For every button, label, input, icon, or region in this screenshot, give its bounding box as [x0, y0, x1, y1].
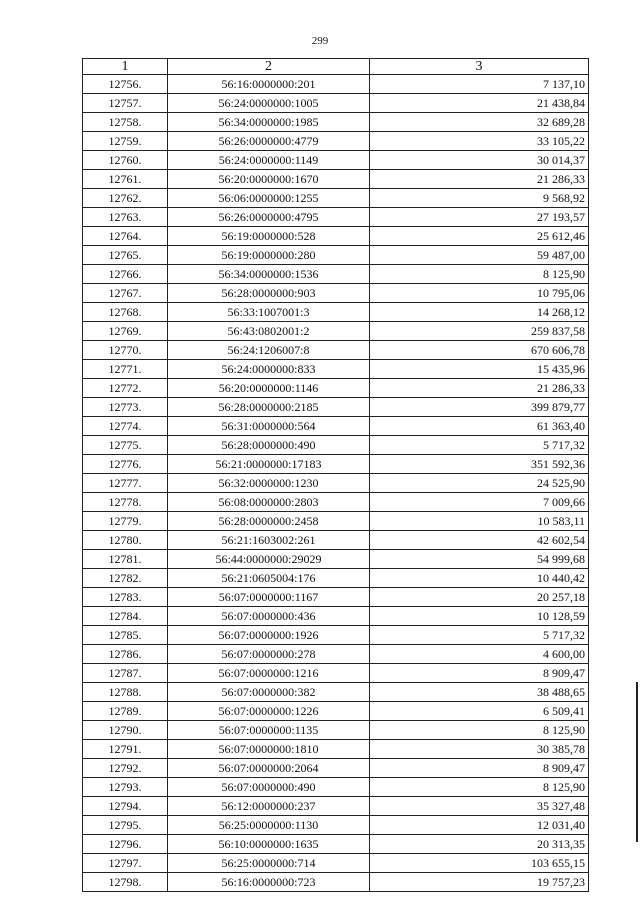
- value-cell: 33 105,22: [370, 132, 589, 151]
- column-header-cadastral-number: 2: [168, 59, 370, 75]
- cadastral-number-cell: 56:08:0000000:2803: [168, 493, 370, 512]
- value-cell: 42 602,54: [370, 531, 589, 550]
- value-cell: 670 606,78: [370, 341, 589, 360]
- table-row: [83, 303, 589, 322]
- cadastral-number-cell: 56:43:0802001:2: [168, 322, 370, 341]
- table-row: [83, 208, 589, 227]
- cadastral-number-cell: 56:28:0000000:2185: [168, 398, 370, 417]
- table-row: [83, 512, 589, 531]
- table-row: [83, 94, 589, 113]
- table-row: [83, 360, 589, 379]
- value-cell: 21 438,84: [370, 94, 589, 113]
- row-number-cell: 12771.: [83, 360, 168, 379]
- value-cell: 7 009,66: [370, 493, 589, 512]
- row-number-cell: 12773.: [83, 398, 168, 417]
- cadastral-number-cell: 56:32:0000000:1230: [168, 474, 370, 493]
- cadastral-number-cell: 56:16:0000000:201: [168, 75, 370, 94]
- value-cell: 27 193,57: [370, 208, 589, 227]
- table-row: [83, 170, 589, 189]
- row-number-cell: 12762.: [83, 189, 168, 208]
- value-cell: 4 600,00: [370, 645, 589, 664]
- cadastral-number-cell: 56:19:0000000:280: [168, 246, 370, 265]
- cadastral-number-cell: 56:10:0000000:1635: [168, 835, 370, 854]
- row-number-cell: 12792.: [83, 759, 168, 778]
- table-row: [83, 645, 589, 664]
- cadastral-number-cell: 56:26:0000000:4795: [168, 208, 370, 227]
- row-number-cell: 12778.: [83, 493, 168, 512]
- row-number-cell: 12781.: [83, 550, 168, 569]
- value-cell: 5 717,32: [370, 626, 589, 645]
- row-number-cell: 12783.: [83, 588, 168, 607]
- row-number-cell: 12782.: [83, 569, 168, 588]
- registry-table: [82, 58, 589, 892]
- row-number-cell: 12768.: [83, 303, 168, 322]
- table-row: [83, 588, 589, 607]
- value-cell: 24 525,90: [370, 474, 589, 493]
- value-cell: 19 757,23: [370, 873, 589, 892]
- row-number-cell: 12763.: [83, 208, 168, 227]
- value-cell: 399 879,77: [370, 398, 589, 417]
- table-row: [83, 550, 589, 569]
- row-number-cell: 12769.: [83, 322, 168, 341]
- value-cell: 15 435,96: [370, 360, 589, 379]
- table-row: [83, 151, 589, 170]
- table-row: [83, 322, 589, 341]
- row-number-cell: 12784.: [83, 607, 168, 626]
- cadastral-number-cell: 56:20:0000000:1146: [168, 379, 370, 398]
- row-number-cell: 12758.: [83, 113, 168, 132]
- column-header-value: 3: [370, 59, 589, 75]
- cadastral-number-cell: 56:07:0000000:1926: [168, 626, 370, 645]
- value-cell: 21 286,33: [370, 170, 589, 189]
- value-cell: 21 286,33: [370, 379, 589, 398]
- scan-edge-mark: [636, 682, 638, 842]
- table-row: [83, 75, 589, 94]
- table-row: [83, 227, 589, 246]
- cadastral-number-cell: 56:34:0000000:1536: [168, 265, 370, 284]
- table-row: [83, 113, 589, 132]
- table-row: [83, 398, 589, 417]
- header-row: [83, 59, 589, 75]
- cadastral-number-cell: 56:07:0000000:1167: [168, 588, 370, 607]
- table-row: [83, 816, 589, 835]
- cadastral-number-cell: 56:24:0000000:1149: [168, 151, 370, 170]
- cadastral-number-cell: 56:25:0000000:1130: [168, 816, 370, 835]
- table-row: [83, 759, 589, 778]
- table-row: [83, 417, 589, 436]
- value-cell: 8 125,90: [370, 778, 589, 797]
- cadastral-number-cell: 56:25:0000000:714: [168, 854, 370, 873]
- table-row: [83, 797, 589, 816]
- row-number-cell: 12765.: [83, 246, 168, 265]
- value-cell: 8 125,90: [370, 721, 589, 740]
- page-number: 299: [311, 35, 329, 47]
- value-cell: 20 313,35: [370, 835, 589, 854]
- row-number-cell: 12770.: [83, 341, 168, 360]
- cadastral-number-cell: 56:33:1007001:3: [168, 303, 370, 322]
- value-cell: 103 655,15: [370, 854, 589, 873]
- value-cell: 259 837,58: [370, 322, 589, 341]
- table-row: [83, 284, 589, 303]
- row-number-cell: 12777.: [83, 474, 168, 493]
- table-row: [83, 778, 589, 797]
- value-cell: 59 487,00: [370, 246, 589, 265]
- value-cell: 30 014,37: [370, 151, 589, 170]
- cadastral-number-cell: 56:19:0000000:528: [168, 227, 370, 246]
- cadastral-number-cell: 56:28:0000000:903: [168, 284, 370, 303]
- cadastral-number-cell: 56:16:0000000:723: [168, 873, 370, 892]
- row-number-cell: 12786.: [83, 645, 168, 664]
- cadastral-number-cell: 56:26:0000000:4779: [168, 132, 370, 151]
- row-number-cell: 12791.: [83, 740, 168, 759]
- value-cell: 12 031,40: [370, 816, 589, 835]
- value-cell: 9 568,92: [370, 189, 589, 208]
- value-cell: 14 268,12: [370, 303, 589, 322]
- table-row: [83, 702, 589, 721]
- cadastral-number-cell: 56:07:0000000:2064: [168, 759, 370, 778]
- row-number-cell: 12787.: [83, 664, 168, 683]
- table-body: [83, 75, 589, 892]
- value-cell: 7 137,10: [370, 75, 589, 94]
- value-cell: 38 488,65: [370, 683, 589, 702]
- table-row: [83, 607, 589, 626]
- cadastral-number-cell: 56:24:0000000:1005: [168, 94, 370, 113]
- cadastral-number-cell: 56:28:0000000:490: [168, 436, 370, 455]
- row-number-cell: 12793.: [83, 778, 168, 797]
- row-number-cell: 12756.: [83, 75, 168, 94]
- table-row: [83, 132, 589, 151]
- value-cell: 54 999,68: [370, 550, 589, 569]
- cadastral-number-cell: 56:24:1206007:8: [168, 341, 370, 360]
- table-row: [83, 873, 589, 892]
- table-row: [83, 189, 589, 208]
- cadastral-number-cell: 56:21:0000000:17183: [168, 455, 370, 474]
- cadastral-number-cell: 56:20:0000000:1670: [168, 170, 370, 189]
- row-number-cell: 12779.: [83, 512, 168, 531]
- value-cell: 8 909,47: [370, 759, 589, 778]
- table-row: [83, 379, 589, 398]
- table-row: [83, 664, 589, 683]
- value-cell: 61 363,40: [370, 417, 589, 436]
- row-number-cell: 12772.: [83, 379, 168, 398]
- row-number-cell: 12790.: [83, 721, 168, 740]
- cadastral-number-cell: 56:31:0000000:564: [168, 417, 370, 436]
- row-number-cell: 12767.: [83, 284, 168, 303]
- table-row: [83, 569, 589, 588]
- cadastral-number-cell: 56:24:0000000:833: [168, 360, 370, 379]
- value-cell: 32 689,28: [370, 113, 589, 132]
- column-header-number: 1: [83, 59, 168, 75]
- row-number-cell: 12788.: [83, 683, 168, 702]
- table-header: [83, 59, 589, 75]
- value-cell: 20 257,18: [370, 588, 589, 607]
- row-number-cell: 12794.: [83, 797, 168, 816]
- row-number-cell: 12759.: [83, 132, 168, 151]
- cadastral-number-cell: 56:21:1603002:261: [168, 531, 370, 550]
- value-cell: 10 795,06: [370, 284, 589, 303]
- value-cell: 10 440,42: [370, 569, 589, 588]
- table-row: [83, 683, 589, 702]
- table-row: [83, 626, 589, 645]
- cadastral-number-cell: 56:28:0000000:2458: [168, 512, 370, 531]
- cadastral-number-cell: 56:07:0000000:490: [168, 778, 370, 797]
- table-row: [83, 493, 589, 512]
- cadastral-number-cell: 56:07:0000000:278: [168, 645, 370, 664]
- table-row: [83, 436, 589, 455]
- value-cell: 35 327,48: [370, 797, 589, 816]
- row-number-cell: 12764.: [83, 227, 168, 246]
- value-cell: 8 909,47: [370, 664, 589, 683]
- row-number-cell: 12761.: [83, 170, 168, 189]
- cadastral-number-cell: 56:07:0000000:1810: [168, 740, 370, 759]
- cadastral-number-cell: 56:21:0605004:176: [168, 569, 370, 588]
- cadastral-number-cell: 56:07:0000000:1216: [168, 664, 370, 683]
- value-cell: 25 612,46: [370, 227, 589, 246]
- table-row: [83, 835, 589, 854]
- row-number-cell: 12766.: [83, 265, 168, 284]
- table-row: [83, 474, 589, 493]
- row-number-cell: 12760.: [83, 151, 168, 170]
- value-cell: 8 125,90: [370, 265, 589, 284]
- cadastral-number-cell: 56:06:0000000:1255: [168, 189, 370, 208]
- row-number-cell: 12776.: [83, 455, 168, 474]
- value-cell: 5 717,32: [370, 436, 589, 455]
- cadastral-number-cell: 56:07:0000000:436: [168, 607, 370, 626]
- value-cell: 10 128,59: [370, 607, 589, 626]
- cadastral-number-cell: 56:07:0000000:1135: [168, 721, 370, 740]
- value-cell: 30 385,78: [370, 740, 589, 759]
- table-row: [83, 341, 589, 360]
- cadastral-number-cell: 56:34:0000000:1985: [168, 113, 370, 132]
- row-number-cell: 12785.: [83, 626, 168, 645]
- value-cell: 6 509,41: [370, 702, 589, 721]
- row-number-cell: 12798.: [83, 873, 168, 892]
- row-number-cell: 12775.: [83, 436, 168, 455]
- row-number-cell: 12774.: [83, 417, 168, 436]
- cadastral-number-cell: 56:07:0000000:1226: [168, 702, 370, 721]
- cadastral-number-cell: 56:07:0000000:382: [168, 683, 370, 702]
- table-row: [83, 531, 589, 550]
- cadastral-number-cell: 56:44:0000000:29029: [168, 550, 370, 569]
- table-row: [83, 854, 589, 873]
- table-row: [83, 740, 589, 759]
- table-row: [83, 246, 589, 265]
- cadastral-number-cell: 56:12:0000000:237: [168, 797, 370, 816]
- row-number-cell: 12797.: [83, 854, 168, 873]
- row-number-cell: 12789.: [83, 702, 168, 721]
- row-number-cell: 12795.: [83, 816, 168, 835]
- row-number-cell: 12780.: [83, 531, 168, 550]
- table-row: [83, 721, 589, 740]
- value-cell: 351 592,36: [370, 455, 589, 474]
- row-number-cell: 12757.: [83, 94, 168, 113]
- row-number-cell: 12796.: [83, 835, 168, 854]
- value-cell: 10 583,11: [370, 512, 589, 531]
- table-row: [83, 455, 589, 474]
- table-row: [83, 265, 589, 284]
